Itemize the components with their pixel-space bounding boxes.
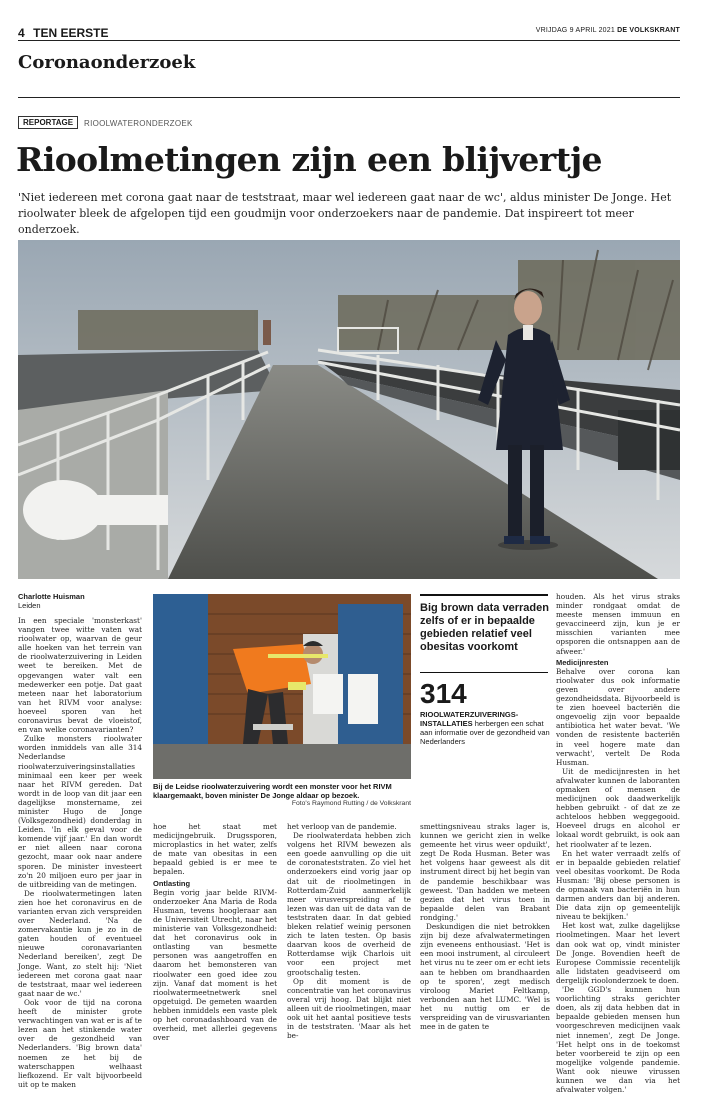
sample-taking-image [153,594,411,779]
column-1-text [18,616,142,1089]
subheading-ontlasting: Ontlasting [153,878,191,888]
paragraph: Zulke monsters rioolwater worden inmiddels van alle 314 Nederlandse rioolwaterzuiveringsinstallaties minimaal een keer per week naar het RIVM gereden. Dat wordt in de loop van dit jaar een dagelijkse monstername, zei minister Hugo de Jonge (Volksgezondheid) donderdag in Leiden. 'In elk geval voor de komende vijf jaar.' En dan wordt er niet alleen naar corona gezocht, maar ook naar andere sporen. De minister investeert zo'n 20 miljoen euro per jaar in de uitbreiding van de metingen. [18,734,142,889]
subheading-medicijnresten: Medicijnresten [556,657,609,667]
header-rule [18,40,680,41]
paragraph: De rioolwaterdata hebben zich volgens het RIVM bewezen als een goede aanvulling op die uit de coronateststraten. Zo viel het onderzoekers eind vorig jaar op dat uit de rioolmetingen in Rotterdam-Zuid aanmerkelijk meer virusverspreiding af te lezen was dan uit de data van de teststraten daar. In dat gebied bleken relatief weinig personen zich te laten testen. Op basis daarvan koos de overheid de Rotterdamse wijk Charlois uit voor een project met grootschalig testen. [287,831,411,977]
issue-date: VRIJDAG 9 APRIL 2021 [535,27,615,34]
headline: Rioolmetingen zijn een blijvertje [16,140,602,179]
paragraph: Begin vorig jaar belde RIVM-onderzoeker Ana Maria de Roda Husman, tevens hoogleraar aan de Universiteit Utrecht, naar het ministerie van Volksgezondheid: dat het coronavirus ook in ontlasting van besmette personen was aangetroffen en daarom het bemonsteren van rioolwater een goed idee zou zijn. Vanaf dat moment is het rioolwatermeetnetwerk snel opgetuigd. De gemeten waarden hebben inmiddels een vaste plek op het coronadashboard van de overheid, met allerlei gegevens over [153,887,277,1043]
paragraph: 'De GGD's kunnen hun voorlichting straks gerichter doen, als zij data hebben dat in bepaalde gebieden mensen hun voorgeschreven medicijnen vaak niet innemen', zegt De Jonge. 'Het helpt ons in de toekomst beter voorbereid te zijn op een mogelijke volgende pandemie. Want ook nieuwe virussen kunnen we dan via het afvalwater volgen.' [556,985,680,1094]
column-3 [287,822,411,1040]
paragraph: het verloop van de pandemie. [287,822,397,831]
pullquote: Big brown data verraden zelfs of er in bepaalde gebieden relatief veel obesitas voorkomt [420,602,549,653]
paragraph: Behalve over corona kan rioolwater dus ook informatie geven over andere gezondheidsdata. Bijvoorbeeld is te zien hoeveel bacteriën die ongevoelig zijn voor bepaalde antibiotica het water bevat. 'We vonden de resistente bacteriën in veel hogere mate dan verwacht', vertelt De Roda Husman. [556,666,680,767]
paragraph: Het kost wat, zulke dagelijkse rioolmetingen. Maar het levert dan ook wat op, vindt minister De Jonge. Bovendien heeft de Europese Commissie recentelijk alle lidstaten geadviseerd om dergelijk rioolonderzoek te doen. [556,921,680,985]
paragraph: houden. Als het virus straks minder rondgaat omdat de meeste mensen immuun en gevaccineerd zijn, kun je er misschien varianten mee opsporen die ontsnappen aan de afweer.' [556,592,680,656]
paragraph: Deskundigen die niet betrokken zijn bij deze afvalwatermetingen zijn eveneens enthousiast. 'Het is een mooi instrument, al circuleert het virus nu te zeer om er echt iets aan te hebben om brandhaarden op te sporen', zegt medisch viroloog Mariet Feltkamp, verbonden aan het LUMC. 'Wel is het nu nuttig om er de verspreiding van de virusvarianten mee in de gaten te [420,922,550,1032]
column-4 [420,822,550,1031]
byline-place: Leiden [18,601,41,610]
topic-tag: RIOOLWATERONDERZOEK [84,119,193,128]
paragraph: smettingsniveau straks lager is, kunnen we gericht zien in welke gemeente het virus weer opduikt', zegt De Roda Husman. Beter was het volgens haar geweest als dit instrument direct bij het begin van de pandemie beschikbaar was geweest. 'Dan hadden we meteen gezien dat het virus toen in bepaalde delen van Brabant rondging.' [420,822,550,922]
factbox [420,710,550,746]
paragraph: In een speciale 'monsterkast' vangen twee witte vaten wat rioolwater op, waarvan de geur alle hoeken van het terrein van de rioolwaterzuivering in Leiden weet te bereiken. Met de opgevangen water valt een medewerker een potje. Dat gaat meteen naar het laboratorium van het RIVM voor analyse: hoeveel sporen van het coronavirus bevat de vloeistof, en van welke coronavarianten? [18,616,142,735]
main-photo [18,240,680,579]
paragraph: Uit de medicijnresten in het afvalwater kunnen de laboranten opmaken of mensen de medicijnen ook daadwerkelijk hebben gebruikt - of dat ze ze achteloos hebben weggegooid. Hoeveel drugs en alcohol er lokaal wordt gebruikt, is ook aan het rioolwater af te lezen. [556,766,680,849]
factbox-text: herbergen een schat aan informatie over de gezondheid van Nederlanders [420,719,550,746]
paragraph: Ook voor de tijd na corona heeft de minister grote verwachtingen van wat er is af te lezen aan het stinkende water over de gezondheid van Nederlanders. 'Big brown data' noemen ze het bij de waterschappen welhaast liefkozend. Er valt bijvoorbeeld uit op te maken [18,997,142,1089]
inset-photo [153,594,411,779]
date-line [536,27,680,34]
page-number: 4 [18,26,25,40]
paper-name: DE VOLKSKRANT [617,27,680,34]
byline-author: Charlotte Huisman [18,592,85,601]
minister-at-treatment-plant-image [18,240,680,579]
pullquote-rule [420,594,548,596]
factbox-rule [420,672,548,673]
section-label: TEN EERSTE [33,26,109,40]
paragraph: De rioolwatermetingen laten zien hoe het coronavirus en de varianten ervan zich verspreiden over Nederland. 'Na de zomervakantie kun je zo in de gaten houden of eventueel nieuwe coronavarianten Nederland bereiken', zegt De Jonge. Want, zo stelt hij: 'Niet iedereen met corona gaat naar de teststraat, maar wel iedereen gaat naar de wc.' [18,888,142,998]
paragraph: Op dit moment is de concentratie van het coronavirus overal vrij hoog. Dat blijkt niet alleen uit de rioolmetingen, maar ook uit het aantal positieve tests in de teststraten. 'Maar als het be- [287,976,411,1041]
reportage-tag: REPORTAGE [18,116,78,129]
lead-paragraph: 'Niet iedereen met corona gaat naar de teststraat, maar wel iedereen gaat naar de wc', aldus minister De Jonge. Het rioolwater bleek de afgelopen tijd een goudmijn voor onderzoekers naar de pandemie. Dat inspireert tot meer onderzoek. [18,191,672,236]
column-2 [153,822,277,1042]
factbox-number: 314 [420,678,467,709]
column-1 [18,592,142,1089]
column-5 [556,592,680,1094]
section-rule [18,97,680,98]
paragraph: hoe het staat met medicijngebruik. Drugssporen, microplastics in het water, zelfs de mate van obesitas in een bepaald gebied is er mee te bepalen. [153,822,277,877]
paragraph: En het water verraadt zelfs of er in bepaalde gebieden relatief veel obesitas voorkomt. De Roda Husman: 'Bij obese personen is de opmaak van bacteriën in hun darmen anders dan bij anderen. Die data zijn op gemeentelijk niveau te bekijken.' [556,848,680,922]
photo-caption: Bij de Leidse rioolwaterzuivering wordt een monster voor het RIVM klaargemaakt, boven minister De Jonge aldaar op bezoek. [153,782,392,800]
photo-credit: Foto's Raymond Rutting / de Volkskrant [291,800,411,807]
page-header [18,24,680,38]
factbox-label: RIOOLWATERZUIVERINGS-INSTALLATIES [420,710,519,728]
section-title: Coronaonderzoek [18,52,196,73]
